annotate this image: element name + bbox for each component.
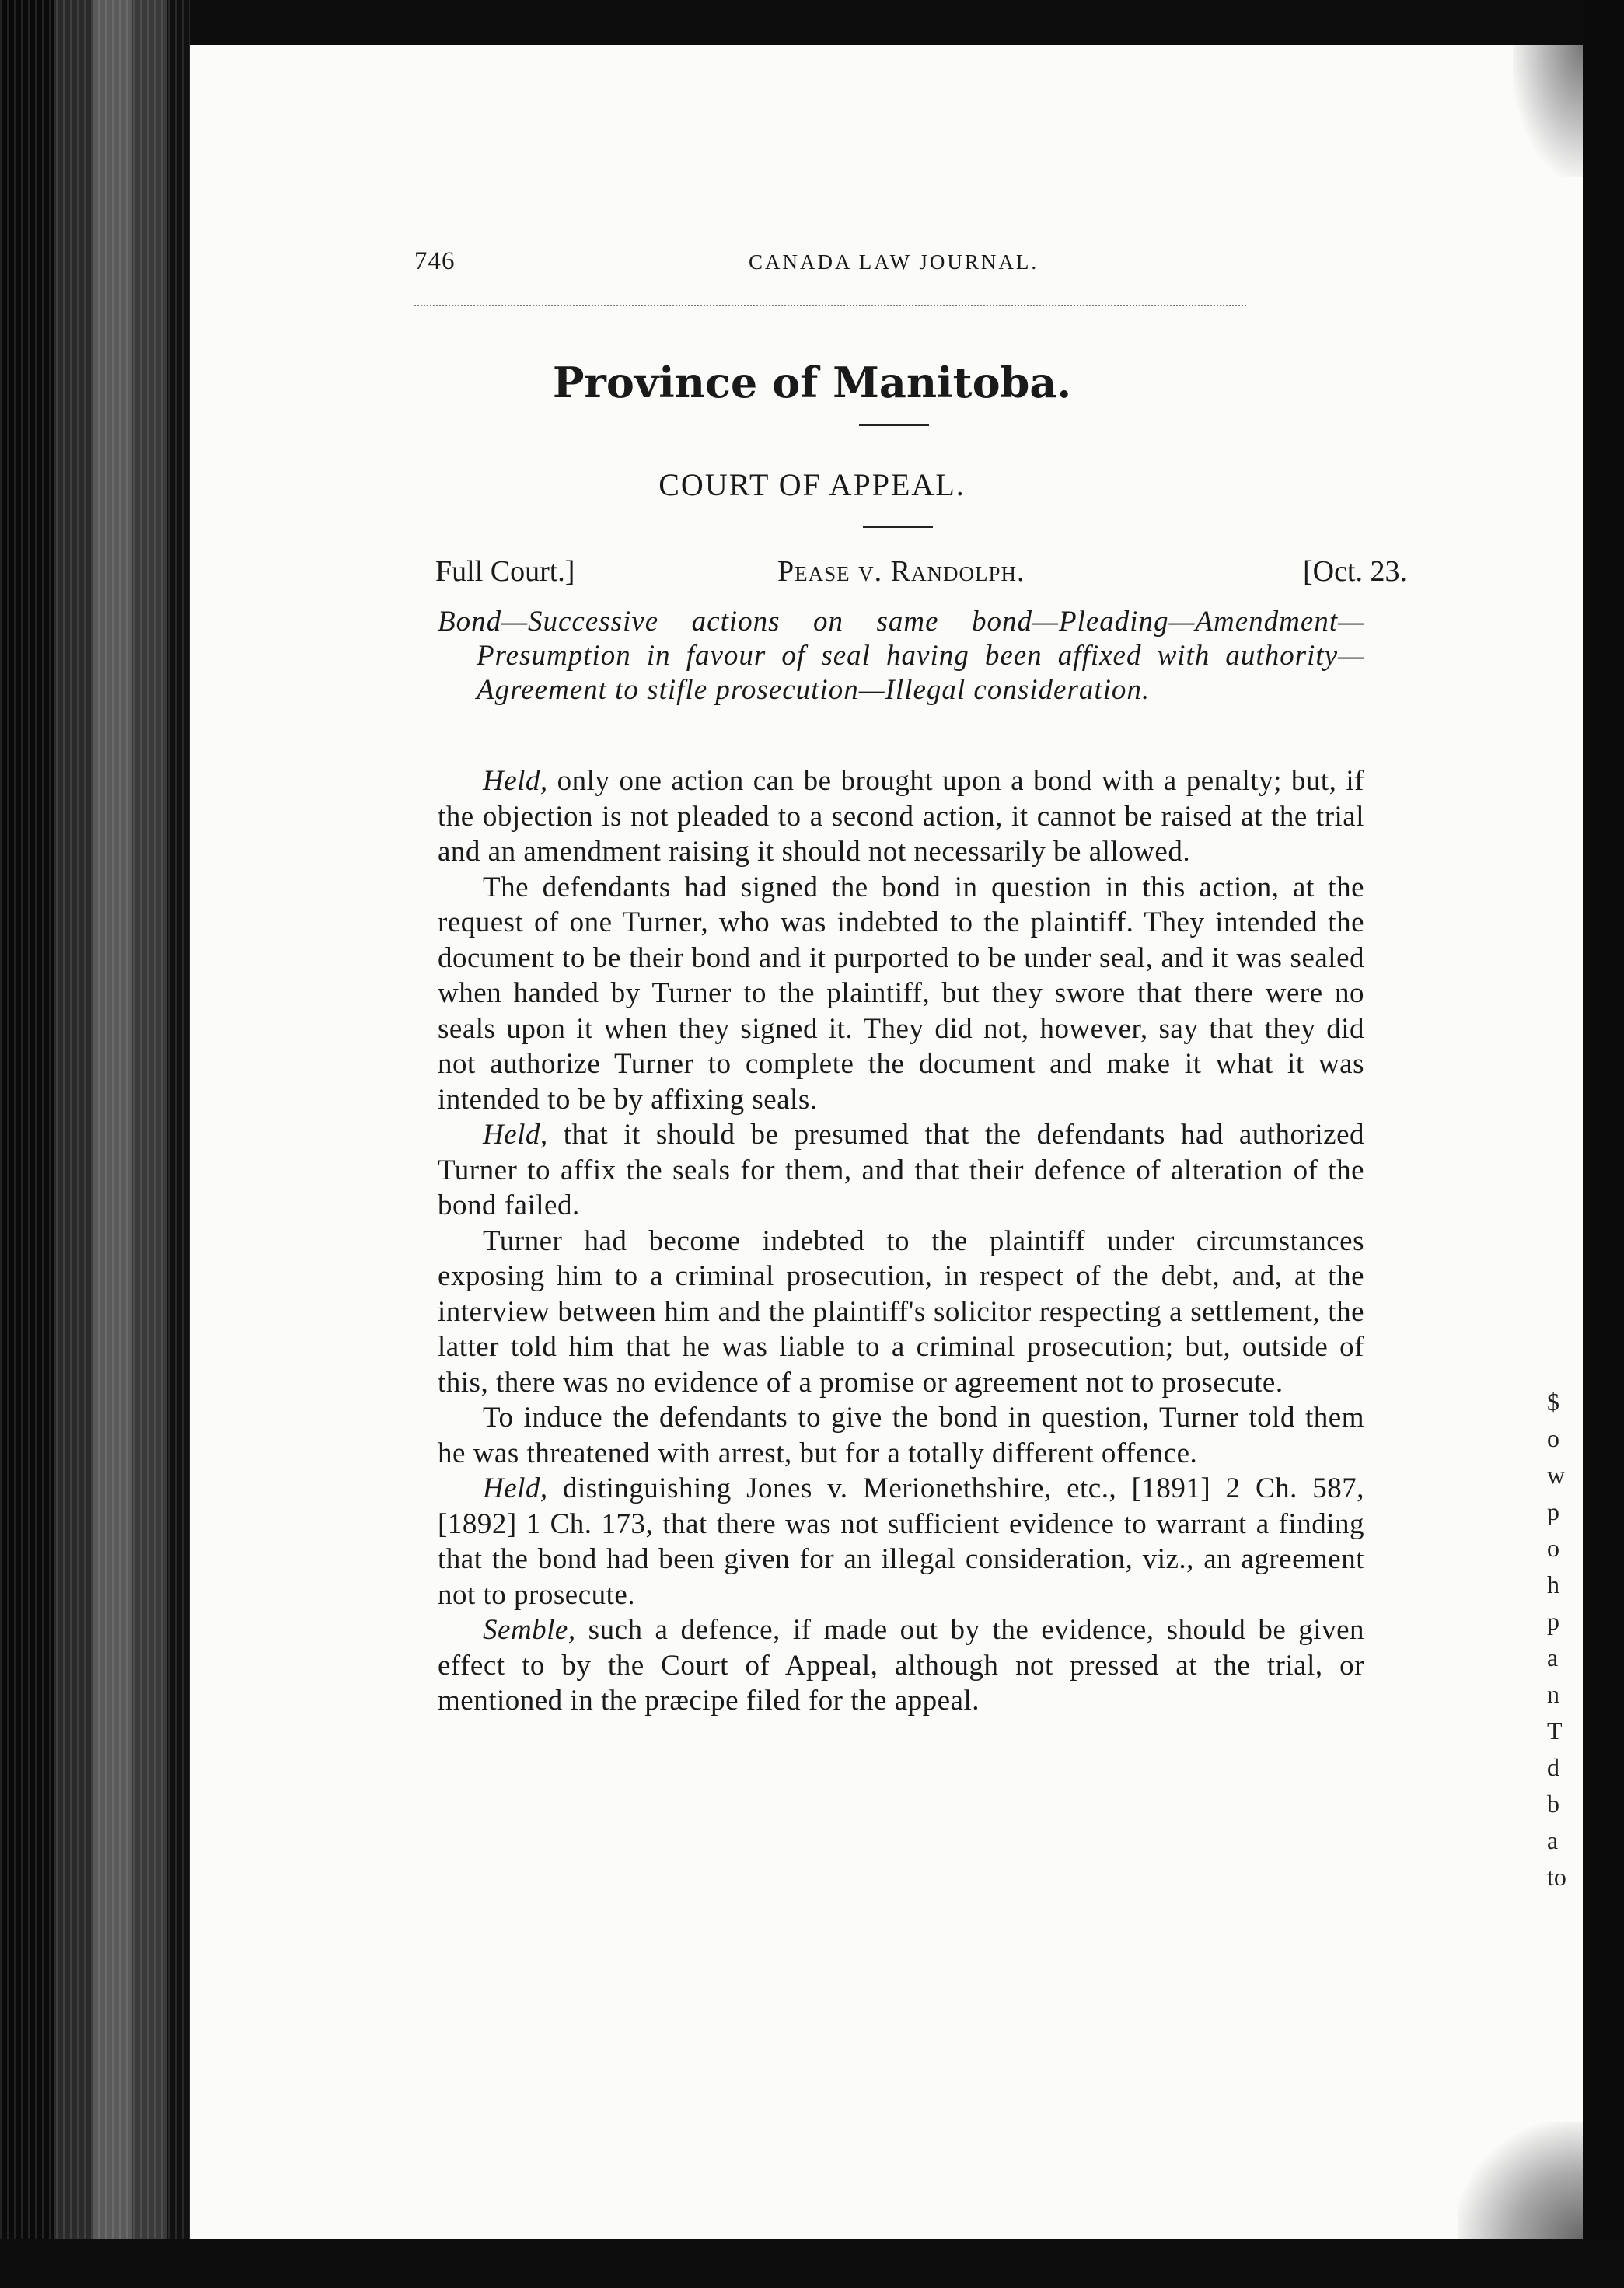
case-court: Full Court.] [435,555,575,588]
margin-fragment: w [1547,1461,1566,1489]
scan-border-left [0,0,190,2288]
province-title: Province of Manitoba. [552,358,1072,407]
margin-fragment: n [1547,1680,1559,1708]
running-head: CANADA LAW JOURNAL. [749,250,1039,274]
margin-fragment: o [1547,1424,1559,1452]
case-date: [Oct. 23. [1302,555,1407,588]
court-title: COURT OF APPEAL. [658,467,966,502]
paragraph: Semble, such a defence, if made out by the evidence, should be given effect to by the Court of Appeal, although not pressed at the trial, or mentioned in the præcipe filed for the appeal. [438,1614,1364,1717]
margin-fragment: a [1547,1644,1559,1671]
margin-fragment: p [1547,1497,1559,1525]
scan-border-right [1583,0,1624,2288]
running-header [414,247,1254,286]
margin-fragment: p [1547,1607,1559,1635]
facing-page-fragments [1547,1384,1578,1895]
page-corner-shadow-top [1513,45,1583,177]
scan-border-bottom [0,2239,1624,2288]
scan-border-top [0,0,1624,45]
paragraph: To induce the defendants to give the bond in question, Turner told them he was threatened with arrest, but for a totally different offence. [438,1402,1364,1469]
margin-fragment: d [1547,1753,1559,1781]
margin-fragment: o [1547,1534,1559,1562]
margin-fragment: b [1547,1790,1559,1818]
paragraph: The defendants had signed the bond in question in this action, at the request of one Turner, who was indebted to the plaintiff. They intended the document to be their bond and it purported to be under seal, and it was sealed when handed by Turner to the plaintiff, but they swore that there were no seals upon it when they signed it. They did not, however, say that they did not authorize Turner to complete the document and make it what it was intended to be by affixing seals. [438,871,1364,1116]
margin-fragment: $ [1547,1388,1559,1416]
paragraph: Held, that it should be presumed that the defendants had authorized Turner to affix the seals for them, and that their defence of alteration of the bond failed. [438,1119,1364,1221]
margin-fragment: to [1547,1863,1566,1891]
case-line [435,554,1407,593]
paragraph: Held, distinguishing Jones v. Merionethshire, etc., [1891] 2 Ch. 587, [1892] 1 Ch. 173, that there was not sufficient evidence to warrant a finding that the bond had been given for an illegal consideration, viz., an agreement not to prosecute. [438,1472,1364,1611]
margin-fragment: T [1547,1717,1563,1745]
case-name: Pease v. Randolph. [777,555,1025,588]
margin-fragment: a [1547,1826,1559,1854]
headnote: Bond—Successive actions on same bond—Pleading—Amendment—Presumption in favour of seal having been affixed with authority—Agreement to stifle prosecution—Illegal consideration. [438,606,1364,706]
margin-fragment: h [1547,1570,1559,1598]
title-divider [859,424,929,426]
court-divider [863,526,933,528]
header-rule [414,305,1246,306]
page-corner-shadow-bottom [1458,2122,1583,2239]
paragraph: Held, only one action can be brought upon a bond with a penalty; but, if the objection is not pleaded to a second action, it cannot be raised at the trial and an amendment raising it should not necessarily be allowed. [438,765,1364,868]
page-number: 746 [414,247,456,275]
paragraph: Turner had become indebted to the plaintiff under circumstances exposing him to a criminal prosecution, in respect of the debt, and, at the interview between him and the plaintiff's solicitor respecting a settlement, the latter told him that he was liable to a criminal prosecution; but, outside of this, there was no evidence of a promise or agreement not to prosecute. [438,1224,1364,1399]
judgment-body [438,763,1364,1719]
